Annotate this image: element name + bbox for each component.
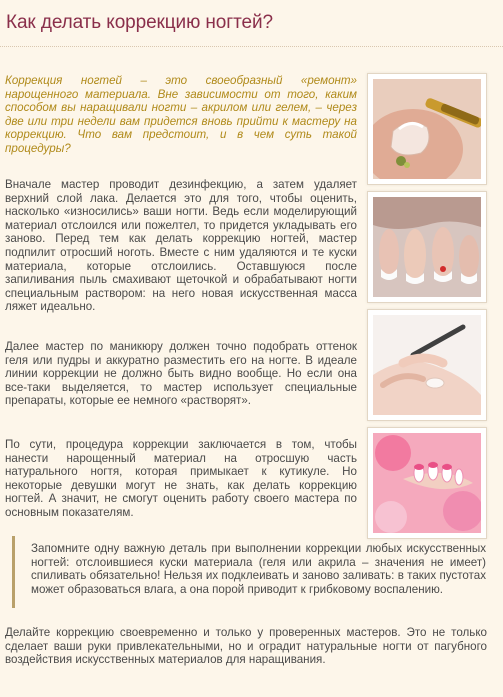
intro-text: Коррекция ногтей – это своеобразный «ремонт» нарощенного материала. Вне зависимости от того, каким способом вы наращивали ногти – акрилом или гелем, – через две или три недели вам придется вновь прийти к мастеру на коррекцию. Что вам предстоит, и в чем суть такой процедуры? bbox=[5, 74, 357, 155]
nail-drill-photo bbox=[367, 73, 487, 185]
paragraph-text: Вначале мастер проводит дезинфекцию, а затем удаляет верхний слой лака. Делается это для того, чтобы оценить, насколько «износились» ваши ногти. Ведь если моделирующий материал отслоился или пожелтел, то придется укладывать его заново. Перед тем как делать коррекцию ногтей, мастер подпилит отросший ноготь. Вместе с ним удаляются и те куски материала, которые отслоились. Оставшуюся после запиливания пыль смахивают щеточкой и обрабатывают ногти специальным раствором: на него новая искусственная масса ляжет идеально. bbox=[5, 178, 357, 314]
article-paragraph bbox=[5, 340, 357, 408]
pink-nails-roses-photo-image bbox=[373, 433, 481, 533]
article-closing bbox=[5, 626, 487, 667]
article-paragraph bbox=[5, 438, 357, 520]
nail-filing-photo-image bbox=[373, 315, 481, 415]
nail-filing-photo bbox=[367, 309, 487, 421]
nail-drill-photo-image bbox=[373, 79, 481, 179]
quote-text: Запомните одну важную деталь при выполнении коррекции любых искусственных ногтей: отслоившиеся куски материала (геля или акрила – значения не имеет) спиливать обязательно! Нельзя их подклеивать и заново заливать: в таких пустотах может образоваться влага, а она порой приводит к грибковому воспалению. bbox=[31, 542, 486, 596]
french-manicure-photo bbox=[367, 191, 487, 303]
pink-nails-roses-photo bbox=[367, 427, 487, 539]
closing-text: Делайте коррекцию своевременно и только у проверенных мастеров. Это не только сделает ваши руки привлекательными, но и оградит натуральные ногти от пагубного воздействия искусственных материалов для наращивания. bbox=[5, 626, 487, 667]
paragraph-text: Далее мастер по маникюру должен точно подобрать оттенок геля или пудры и аккуратно разместить его на ногте. В идеале линии коррекции не должно быть видно вообще. Но если она все-таки выделяется, то мастер использует специальные препараты, которые ее немного «растворят». bbox=[5, 340, 357, 408]
page-title: Как делать коррекцию ногтей? bbox=[6, 12, 273, 33]
title-divider bbox=[0, 46, 503, 47]
article-intro bbox=[5, 74, 357, 156]
paragraph-text: По сути, процедура коррекции заключается в том, чтобы нанести нарощенный материал на отросшую часть натурального ногтя, которая примыкает к кутикуле. Но некоторые девушки могут не знать, как делать коррекцию ногтей. А значит, не смогут оценить работу своего мастера по основным показателям. bbox=[5, 438, 357, 519]
french-manicure-photo-image bbox=[373, 197, 481, 297]
quote-block bbox=[12, 536, 486, 608]
article-paragraph bbox=[5, 178, 357, 314]
